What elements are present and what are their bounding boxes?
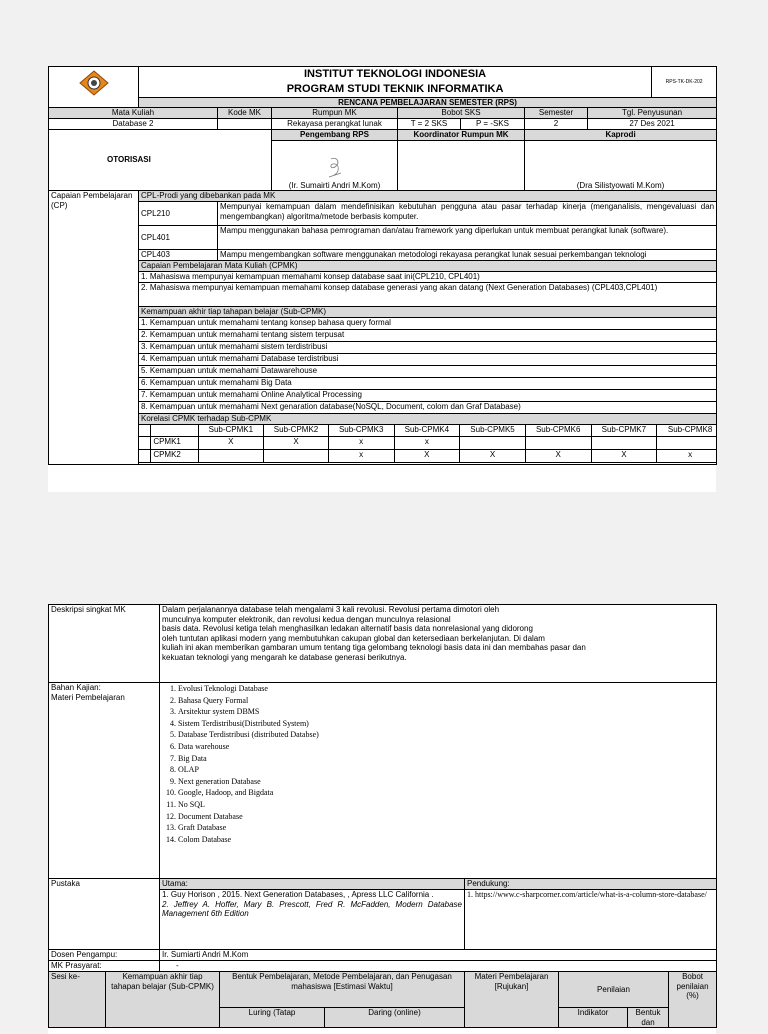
korelasi-cell-value: X [591,450,657,463]
bahan-item: 7. Big Data [178,753,714,765]
cpl-header: CPL-Prodi yang dibebankan pada MK [139,191,717,202]
bobot-header: Bobot penilaian (%) [669,972,717,1028]
label-semester: Semester [525,108,588,119]
cpl-code: CPL210 [139,202,218,226]
bahan-item: 11. No SQL [178,799,714,811]
korelasi-spacer [139,450,151,463]
sub-cpmk-item: 4. Kemampuan untuk memahami Database terdistribusi [139,354,716,366]
koordinator-label: Koordinator Rumpun MK [398,130,525,141]
korelasi-cell-value: X [198,437,264,450]
rps-page-2 [48,604,716,1034]
signature-icon [323,155,347,181]
korelasi-row-label: CPMK2 [151,450,198,463]
label-mata-kuliah: Mata Kuliah [49,108,218,119]
course-rumpun: Rekayasa perangkat lunak [272,119,398,130]
bahan-item: 1. Evolusi Teknologi Database [178,683,714,695]
bahan-item: 6. Data warehouse [178,741,714,753]
pustaka-item: 1. Guy Horison , 2015. Next Generation Databases, , Apress LLC California . [162,890,434,899]
bahan-item: 4. Sistem Terdistribusi(Distributed System) [178,718,714,730]
cpl-code: CPL403 [139,250,218,261]
doc-code: RPS-TK-DK-202 [652,67,717,98]
bahan-item: 3. Arsitektur system DBMS [178,706,714,718]
daring-header: Daring (online) [325,1008,465,1028]
korelasi-header-row [139,425,717,437]
korelasi-corner [151,425,198,437]
bahan-item: 12. Document Database [178,811,714,823]
korelasi-cell-value [264,450,329,463]
course-date: 27 Des 2021 [588,119,717,130]
deskripsi-label: Deskripsi singkat MK [49,605,160,683]
otorisasi-label: OTORISASI [49,130,272,191]
bentuk-header: Bentuk Pembelajaran, Metode Pembelajaran, dan Penugasan mahasiswa [Estimasi Waktu] [220,972,465,1008]
korelasi-cell-value [525,437,591,450]
sub-cpmk-item: 7. Kemampuan untuk memahami Online Analytical Processing [139,390,716,402]
korelasi-col-header: Sub-CPMK5 [460,425,526,437]
bahan-item: 5. Database Terdistribusi (distributed Databse) [178,729,714,741]
korelasi-spacer [139,425,151,437]
cpmk-header: Capaian Pembelajaran Mata Kuliah (CPMK) [139,261,717,272]
pustaka-utama-label: Utama: [160,879,465,890]
sub-cpmk-list [139,318,717,414]
pustaka-pendukung-item: 1. https://www.c-sharpcorner.com/article/what-is-a-column-store-database/ [465,890,717,950]
korelasi-col-header: Sub-CPMK7 [591,425,657,437]
pengembang-rps-label: Pengembang RPS [272,130,398,141]
korelasi-cell-value [460,437,526,450]
kaprodi-name: (Dra Silistyowati M.Kom) [525,141,717,191]
course-semester: 2 [525,119,588,130]
kaprodi-label: Kaprodi [525,130,717,141]
pustaka-utama-list [160,890,465,950]
indikator-header: Indikator [559,1008,628,1028]
prasyarat-label: MK Prasyarat: [49,961,160,972]
korelasi-col-header: Sub-CPMK8 [657,425,717,437]
korelasi-row [139,437,717,450]
bahan-item: 8. OLAP [178,764,714,776]
korelasi-col-header: Sub-CPMK2 [264,425,329,437]
korelasi-cell-value: x [328,437,394,450]
korelasi-cell [139,425,717,465]
bahan-list-cell [160,683,717,879]
korelasi-cell-value: x [394,437,460,450]
korelasi-col-header: Sub-CPMK3 [328,425,394,437]
pustaka-label: Pustaka [49,879,160,950]
bahan-item: 13. Graft Database [178,822,714,834]
cpl-code: CPL401 [139,226,218,250]
institution-title: INSTITUT TEKNOLOGI INDONESIA PROGRAM STUDI TEKNIK INFORMATIKA [139,67,652,98]
korelasi-row-label: CPMK1 [151,437,198,450]
korelasi-cell-value: X [460,450,526,463]
capaian-label: Capaian Pembelajaran (CP) [49,191,139,465]
rps-page-1 [48,66,716,492]
dosen-label: Dosen Pengampu: [49,950,160,961]
pustaka-pendukung-label: Pendukung: [465,879,717,890]
rps-header-table [48,66,717,465]
bentuk-dan-header: Bentuk dan [628,1008,669,1028]
bahan-label: Bahan Kajian: Materi Pembelajaran [49,683,160,879]
korelasi-col-header: Sub-CPMK1 [198,425,264,437]
korelasi-cell-value [198,450,264,463]
koordinator-signature-cell [398,141,525,191]
bahan-item: 9. Next generation Database [178,776,714,788]
sub-cpmk-item: 3. Kemampuan untuk memahami sistem terdistribusi [139,342,716,354]
label-kode-mk: Kode MK [218,108,272,119]
korelasi-col-header: Sub-CPMK4 [394,425,460,437]
cpmk-item: 1. Mahasiswa mempunyai kemampuan memahami konsep database saat ini(CPL210, CPL401) [139,272,717,283]
korelasi-table [139,425,717,464]
korelasi-cell-value: X [264,437,329,450]
cpl-text: Mempunyai kemampuan dalam mendefinisikan kebutuhan pengguna atau pasar terhadap kinerja (menganalisis, mengevaluasi dan mengembangkan) algoritma/metode berbasis komputer. [218,202,717,226]
course-name: Database 2 [49,119,218,130]
rps-title: RENCANA PEMBELAJARAN SEMESTER (RPS) [139,97,717,108]
bahan-item: 14. Colom Database [178,834,714,846]
korelasi-col-header: Sub-CPMK6 [525,425,591,437]
korelasi-spacer [139,437,151,450]
korelasi-cell-value: x [657,450,717,463]
bahan-item: 2. Bahasa Query Formal [178,695,714,707]
pengembang-name: (Ir. Sumairti Andri M.Kom) [288,180,381,190]
iti-logo-icon [79,70,109,96]
cpl-text: Mampu mengembangkan software menggunakan metodologi rekayasa perangkat lunak sesuai perkembangan teknologi [218,250,717,261]
sub-cpmk-item: 1. Kemampuan untuk memahami tentang konsep bahasa query formal [139,318,716,330]
label-tgl-penyusunan: Tgl. Penyusunan [588,108,717,119]
dosen-value: Ir. Sumiarti Andri M.Kom [160,950,717,961]
sks-teori: T = 2 SKS [398,119,461,130]
luring-header: Luring (Tatap [220,1008,325,1028]
deskripsi-text: Dalam perjalanannya database telah mengalami 3 kali revolusi. Revolusi pertama dimotori oleh munculnya komputer elektronik, dan revolusi kedua dengan munculnya relasional basis data. Revolusi ketiga telah menghasilkan ledakan alternatif basis data nonrelasional yang didorong oleh tuntutan aplikasi modern yang membutuhkan cakupan global dan ketersediaan berkelanjutan. Di dalam kuliah ini akan memberikan gambaran umum tentang tiga gelombang teknologi basis data ini dan membahas pasar dan kekuatan teknologi yang mengarah ke database generasi berikutnya. [160,605,717,683]
korelasi-row [139,450,717,463]
pustaka-item: 2. Jeffrey A. Hoffer, Mary B. Prescott, Fred R. McFadden, Modern Database Management 6th Edition [162,899,462,919]
kemampuan-header: Kemampuan akhir tiap tahapan belajar (Sub-CPMK) [106,972,220,1028]
sub-cpmk-header: Kemampuan akhir tiap tahapan belajar (Sub-CPMK) [139,307,717,318]
bahan-item: 10. Google, Hadoop, and Bigdata [178,787,714,799]
cpl-text: Mampu menggunakan bahasa pemrograman dan/atau framework yang diperlukan untuk membuat perangkat lunak (software). [218,226,717,250]
sub-cpmk-item: 5. Kemampuan untuk memahami Datawarehouse [139,366,716,378]
logo-cell [49,67,139,108]
korelasi-cell-value: x [328,450,394,463]
sks-praktek: P = -SKS [461,119,525,130]
sub-cpmk-item: 8. Kemampuan untuk memahami Next genaration database(NoSQL, Document, colom dan Graf Database) [141,402,521,412]
sub-cpmk-item: 2. Kemampuan untuk memahami tentang sistem terpusat [139,330,716,342]
course-code [218,119,272,130]
korelasi-cell-value [591,437,657,450]
label-rumpun-mk: Rumpun MK [272,108,398,119]
prasyarat-value: - [160,961,717,972]
cpmk-item: 2. Mahasiswa mempunyai kemampuan memahami konsep database generasi yang akan datang (Next Generation Databases) (CPL403,CPL401) [139,283,717,307]
bahan-list [162,683,714,845]
korelasi-cell-value: X [394,450,460,463]
sesi-header: Sesi ke- [49,972,106,1028]
korelasi-cell-value [657,437,717,450]
korelasi-header: Korelasi CPMK terhadap Sub-CPMK [139,414,717,425]
label-bobot-sks: Bobot SKS [398,108,525,119]
pengembang-signature-cell [272,141,398,191]
sub-cpmk-item: 6. Kemampuan untuk memahami Big Data [139,378,716,390]
penilaian-header: Penilaian [559,972,669,1008]
materi-header: Materi Pembelajaran [Rujukan] [465,972,559,1028]
korelasi-cell-value: X [525,450,591,463]
rps-detail-table [48,604,717,1028]
